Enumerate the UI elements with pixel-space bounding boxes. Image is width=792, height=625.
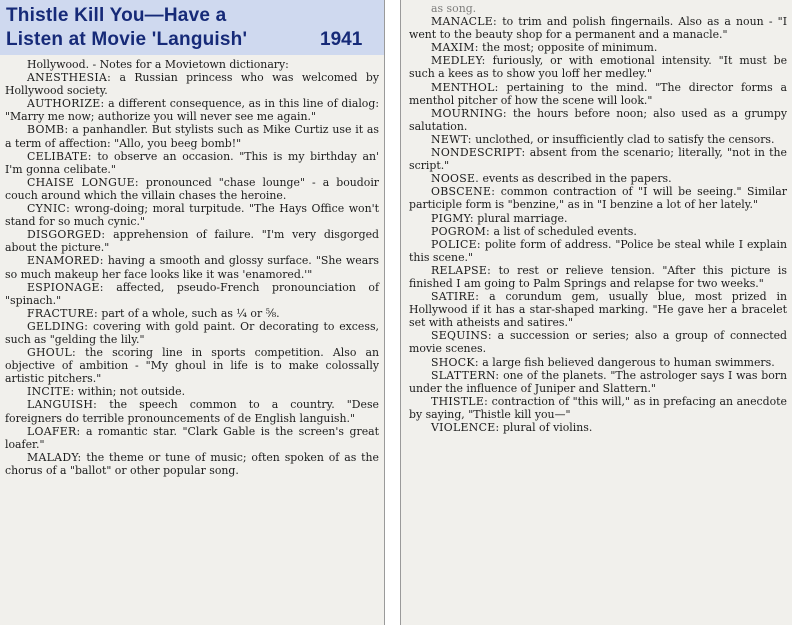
entry-term: BOMB: — [27, 123, 69, 137]
right-column — [400, 0, 792, 625]
dictionary-entry — [409, 133, 787, 146]
entry-definition: one of the planets. "The astrologer says I was born under the influence of Juniper and Slattern." — [409, 368, 787, 395]
entry-definition: plural marriage. — [477, 211, 568, 225]
left-column — [0, 0, 385, 625]
entry-definition: to trim and polish fingernails. Also as a noun - "I went to the beauty shop for a permanent and a manacle." — [409, 15, 787, 42]
entry-term: ENAMORED: — [27, 254, 104, 268]
entry-term: VIOLENCE: — [431, 421, 500, 434]
entry-definition: covering with gold paint. Or decorating to excess, such as "gelding the lily." — [5, 319, 379, 346]
dictionary-entry — [5, 58, 379, 71]
entry-definition: plural of violins. — [502, 421, 593, 434]
entry-term: NEWT: — [431, 132, 472, 146]
entry-term: POGROM: — [431, 224, 491, 238]
dictionary-entry — [409, 329, 787, 355]
entry-term: MENTHOL: — [431, 80, 499, 94]
entry-definition: the theme or tune of music; often spoken of as the chorus of a "ballot" or other popular song. — [5, 450, 379, 477]
entry-term: SLATTERN: — [431, 368, 500, 382]
year-label: 1941 — [320, 29, 363, 50]
dictionary-entry — [409, 290, 787, 329]
dictionary-entry — [409, 54, 787, 80]
dictionary-entry — [409, 41, 787, 54]
dictionary-entry — [409, 212, 787, 225]
dictionary-entry — [5, 307, 379, 320]
entry-term: AUTHORIZE: — [27, 97, 105, 111]
entry-term: SEQUINS: — [431, 329, 492, 343]
dictionary-entry — [409, 146, 787, 172]
entry-definition: polite form of address. "Police be steal while I explain this scene." — [409, 237, 787, 264]
entry-definition: unclothed, or insufficiently clad to satisfy the censors. — [475, 132, 775, 146]
headline-line-1: Thistle Kill You—Have a — [6, 5, 227, 26]
entry-definition: the scoring line in sports competition. Also an objective of ambition - "My ghoul in life is to make colossally artistic pitchers." — [5, 346, 379, 386]
entry-definition: a romantic star. "Clark Gable is the screen's great loafer." — [5, 424, 380, 451]
dictionary-entry — [409, 264, 787, 290]
entry-term: OBSCENE: — [431, 185, 496, 199]
entry-definition: absent from the scenario; literally, "not in the script." — [409, 146, 787, 173]
entry-definition: the hours before noon; also used as a grumpy salutation. — [409, 106, 787, 133]
entry-definition: a different consequence, as in this line of dialog: "Marry me now; authorize you will never see me again." — [5, 97, 379, 124]
entry-definition: common contraction of "I will be seeing." Similar participle form is "benzine," as in "I benzine a lot of her lately." — [409, 185, 787, 212]
entry-definition: pertaining to the mind. "The director forms a menthol pitcher of how the scene will look." — [409, 80, 787, 107]
entry-term: NONDESCRIPT: — [431, 146, 526, 160]
dictionary-entry — [5, 451, 379, 477]
entry-term: MANACLE: — [431, 15, 497, 29]
dictionary-entry — [409, 356, 787, 369]
clipped-top-line: as song. — [431, 2, 477, 15]
entry-term: CELIBATE: — [27, 149, 92, 163]
dictionary-entry — [5, 385, 379, 398]
entry-definition: having a smooth and glossy surface. "She wears so much makeup her face looks like it was 'enamored.'" — [5, 254, 379, 281]
dictionary-entry — [409, 421, 787, 434]
dictionary-entry — [409, 395, 787, 421]
entry-definition: to observe an occasion. "This is my birthday an' I'm gonna celibate." — [5, 149, 380, 176]
dictionary-entry — [5, 254, 379, 280]
entry-term: ESPIONAGE: — [27, 280, 104, 294]
entry-term: SATIRE: — [431, 290, 480, 304]
right-column-text — [409, 2, 787, 434]
entry-term: POLICE: — [431, 237, 481, 251]
entry-definition: furiously, or with emotional intensity. "It must be such a kees as to show you loff her medley." — [409, 54, 788, 81]
column-gutter — [385, 0, 399, 625]
headline-line-2: Listen at Movie 'Languish' — [6, 29, 248, 50]
dictionary-entry — [5, 320, 379, 346]
left-column-text — [5, 58, 379, 477]
entry-definition: a list of scheduled events. — [493, 224, 637, 238]
entry-term: GELDING: — [27, 319, 89, 333]
dictionary-entry — [5, 123, 379, 149]
entry-term: ANESTHESIA: — [27, 71, 112, 85]
entry-term: FRACTURE: — [27, 306, 98, 320]
dictionary-entry — [5, 425, 379, 451]
entry-definition: events as described in the papers. — [482, 172, 672, 186]
dictionary-entry — [409, 225, 787, 238]
entry-definition: within; not outside. — [77, 385, 186, 399]
entry-term: LANGUISH: — [27, 398, 98, 412]
entry-definition: affected, pseudo-French pronounciation of "spinach." — [5, 280, 379, 307]
headline-banner — [0, 0, 384, 55]
entry-term: MOURNING: — [431, 106, 507, 120]
dictionary-entry — [5, 398, 379, 424]
entry-definition: to rest or relieve tension. "After this picture is finished I am going to Palm Springs and relapse for two weeks." — [409, 263, 787, 290]
dictionary-entry — [409, 172, 787, 185]
dictionary-entry — [409, 238, 787, 264]
entry-term: MEDLEY: — [431, 54, 486, 68]
entry-term: LOAFER: — [27, 424, 81, 438]
entry-definition: the most; opposite of minimum. — [482, 41, 658, 55]
entry-term: CYNIC: — [27, 202, 71, 216]
entry-definition: pronounced "chase lounge" - a boudoir couch around which the villain chases the heroine. — [5, 175, 380, 202]
dictionary-entry — [5, 176, 379, 202]
entry-definition: apprehension of failure. "I'm very disgorged about the picture." — [5, 228, 379, 255]
entry-definition: a corundum gem, usually blue, most prized in Hollywood if it has a star-shaped marking. "He gave her a bracelet set with atheists and satires." — [409, 290, 787, 330]
dictionary-entry — [5, 150, 379, 176]
entry-definition: Hollywood. - Notes for a Movietown dictionary: — [27, 58, 289, 71]
entry-definition: a succession or series; also a group of connected movie scenes. — [409, 329, 787, 356]
entry-definition: wrong-doing; moral turpitude. "The Hays Office won't stand for so much cynic." — [5, 202, 379, 229]
entry-term: PIGMY: — [431, 211, 474, 225]
entry-term: SHOCK: — [431, 355, 479, 369]
entry-definition: the speech common to a country. "Dese foreigners do terrible pronouncements of de English languish." — [5, 398, 379, 425]
entry-term: RELAPSE: — [431, 263, 492, 277]
entry-term: GHOUL: — [27, 346, 77, 360]
entry-definition: part of a whole, such as ¼ or ⅝. — [101, 306, 280, 320]
dictionary-entry — [409, 15, 787, 41]
entry-definition: a panhandler. But stylists such as Mike Curtiz use it as a term of affection: "Allo, you beeg bomb!" — [5, 123, 379, 150]
entry-term: NOOSE. — [431, 172, 480, 186]
dictionary-entry — [5, 202, 379, 228]
dictionary-entry — [5, 346, 379, 385]
dictionary-entry — [409, 369, 787, 395]
entry-term: INCITE: — [27, 385, 75, 399]
entry-definition: a Russian princess who was welcomed by Hollywood society. — [5, 71, 379, 98]
dictionary-entry — [5, 228, 379, 254]
entry-definition: a large fish believed dangerous to human swimmers. — [482, 355, 775, 369]
dictionary-entry — [409, 107, 787, 133]
entry-term: MALADY: — [27, 450, 82, 464]
entry-term: THISTLE: — [431, 394, 489, 408]
entry-term: CHAISE LONGUE: — [27, 175, 139, 189]
dictionary-entry — [5, 71, 379, 97]
dictionary-entry — [409, 81, 787, 107]
headline — [6, 4, 247, 52]
dictionary-entry — [5, 281, 379, 307]
entry-definition: contraction of "this will," as in prefacing an anecdote by saying, "Thistle kill you—" — [409, 394, 787, 421]
dictionary-entry — [5, 97, 379, 123]
dictionary-entry — [409, 185, 787, 211]
entry-term: DISGORGED: — [27, 228, 106, 242]
entry-term: MAXIM: — [431, 41, 479, 55]
